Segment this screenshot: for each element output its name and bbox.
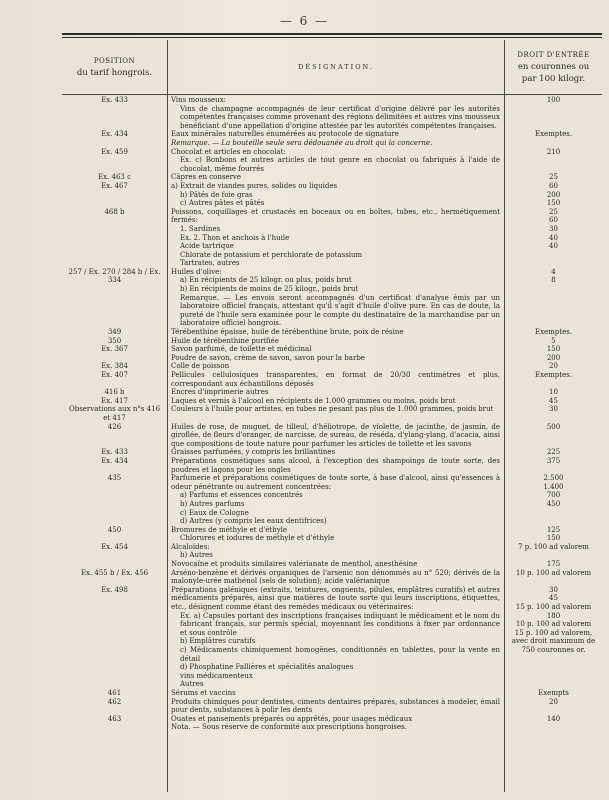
duty-value: 200 xyxy=(546,353,561,362)
designation-cell xyxy=(168,689,504,698)
duty-cell xyxy=(504,457,602,474)
designation-line: Térébenthine épaisse, huile de térébenthine brute, poix de résine xyxy=(171,328,404,337)
designation-cell xyxy=(168,586,504,689)
duty-cell xyxy=(504,182,602,208)
position-code: 468 b xyxy=(104,207,125,216)
position-cell xyxy=(62,457,168,474)
position-cell xyxy=(62,543,168,560)
position-code: 426 xyxy=(107,422,122,431)
designation-line: Ex. a) Capsules portant des inscriptions françaises indiquant le médicament et le nom du fabricant français, sur permis spécial, moyennant les conditions à fixer par ordonnance et sous contrôle xyxy=(180,611,500,637)
duty-value: 10 p. 100 ad valorem xyxy=(515,620,592,629)
designation-line: Pellicules cellulosiques transparentes, en format de 20/30 centimètres et plus, correspondant aux échantillons déposés xyxy=(171,371,500,388)
designation-line: b) Autres parfums xyxy=(180,499,245,508)
duty-value: Exempts xyxy=(538,688,569,697)
top-rule xyxy=(62,33,602,35)
position-code: 450 xyxy=(107,525,122,534)
position-cell xyxy=(62,423,168,449)
duty-value: 375 xyxy=(546,456,561,465)
position-cell xyxy=(62,182,168,208)
duty-value: 30 xyxy=(549,224,558,233)
designation-line: b) Emplâtres curatifs xyxy=(180,637,256,646)
duty-value: 180 xyxy=(546,611,561,620)
duty-value: 5 xyxy=(551,336,556,345)
position-code: 463 xyxy=(107,714,122,723)
duty-value: Exemptes. xyxy=(534,328,573,337)
position-code: Ex. 455 b / Ex. 456 xyxy=(80,568,149,577)
designation-cell xyxy=(168,337,504,346)
position-cell xyxy=(62,345,168,354)
duty-value: 140 xyxy=(546,714,561,723)
duty-cell xyxy=(504,148,602,174)
designation-cell xyxy=(168,423,504,449)
designation-line: d) Phosphatine Fallières et spécialités analogues xyxy=(180,663,354,672)
position-code: Ex. 434 xyxy=(101,456,128,465)
designation-line: Remarque. — La bouteille seule sera dédouanée au droit qui la concerne. xyxy=(171,138,433,147)
designation-line: Nota. — Sous réserve de conformité aux prescriptions hongroises. xyxy=(171,723,407,732)
duty-value: 175 xyxy=(546,560,561,569)
designation-line: Remarque. — Les envois seront accompagnés d'un certificat d'analyse émis par un laboratoire officiel français, attestant qu'il s'agit d'huile d'olive pure. En cas de doute, la pureté de l'huile sera examinée pour le compte du destinataire de la marchandise par un laboratoire officiel hongrois. xyxy=(180,293,500,328)
position-code: 350 xyxy=(107,336,122,345)
duty-cell xyxy=(504,354,602,363)
duty-value: 30 xyxy=(549,585,558,594)
duty-value: 200 xyxy=(546,190,561,199)
designation-line: c) Eaux de Cologne xyxy=(180,508,249,517)
designation-cell xyxy=(168,139,504,148)
position-cell xyxy=(62,148,168,174)
designation-line: Tartrates, autres xyxy=(180,259,240,268)
duty-value: 1.400 xyxy=(543,482,564,491)
duty-cell xyxy=(504,560,602,569)
duty-value: 15 p. 100 ad valorem xyxy=(515,603,592,612)
duty-value: Exemptes. xyxy=(534,130,573,139)
duty-cell xyxy=(504,173,602,182)
duty-value: 225 xyxy=(546,448,561,457)
duty-cell xyxy=(504,423,602,449)
designation-cell xyxy=(168,148,504,174)
position-code: Ex. 434 xyxy=(101,130,128,139)
designation-line: c) Médicaments chimiquement homogènes, conditionnés en tablettes, pour la vente en détail xyxy=(180,646,500,663)
position-cell xyxy=(62,715,168,724)
designation-line: 1. Sardines xyxy=(180,224,221,233)
designation-cell xyxy=(168,182,504,208)
designation-cell xyxy=(168,173,504,182)
duty-value: 40 xyxy=(549,242,558,251)
top-rule-thin xyxy=(62,37,602,38)
designation-line: Chlorures et iodures de méthyle et d'éthyle xyxy=(180,534,335,543)
duty-cell xyxy=(504,698,602,715)
position-code: Ex. 463 c xyxy=(97,173,131,182)
position-cell xyxy=(62,96,168,130)
position-code: 461 xyxy=(107,688,122,697)
duty-value: 500 xyxy=(546,422,561,431)
duty-cell xyxy=(504,362,602,371)
tariff-body xyxy=(62,96,602,732)
designation-line: Vins de champagne accompagnés de leur certificat d'origine délivré par les autorités compétentes françaises comme provenant des régions délimitées et autres vins mousseux bénéficiant d'une appellation d'origine attestée par les autorités compétentes françaises. xyxy=(180,104,501,130)
designation-cell xyxy=(168,328,504,337)
designation-line: Autres xyxy=(180,680,204,689)
duty-cell xyxy=(504,569,602,586)
duty-value: 2.500 xyxy=(543,474,564,483)
duty-cell xyxy=(504,268,602,328)
position-cell xyxy=(62,405,168,422)
designation-cell xyxy=(168,388,504,397)
duty-header-line3: par 100 kilogr. xyxy=(521,74,586,84)
position-cell xyxy=(62,130,168,139)
position-cell xyxy=(62,139,168,148)
designation-cell xyxy=(168,96,504,130)
duty-value: 45 xyxy=(549,396,558,405)
duty-header xyxy=(505,40,602,95)
designation-line: Préparations galéniques (extraits, teintures, onguents, pilules, emplâtres curatifs) et autres médicaments préparés, ainsi que matières de toute sorte qui leurs inscriptions, étiquettes, etc., désignent comme étant des remèdes médicaux ou vétérinaires: xyxy=(171,585,500,612)
position-cell xyxy=(62,526,168,543)
duty-value: Exemptes. xyxy=(534,371,573,379)
designation-line: b) Autres xyxy=(180,551,213,560)
designation-cell xyxy=(168,405,504,422)
duty-cell xyxy=(504,208,602,268)
position-cell xyxy=(62,560,168,569)
designation-line: Vins mousseux: xyxy=(171,96,226,104)
designation-line: Chlorate de potassium et perchlorate de potassium xyxy=(180,250,363,259)
designation-line: Chocolat et articles en chocolat: xyxy=(171,147,286,156)
designation-cell xyxy=(168,543,504,560)
designation-line: Ex. 2. Thon et anchois à l'huile xyxy=(180,233,290,242)
designation-line: Colle de poisson xyxy=(171,362,230,371)
designation-line: Eaux minérales naturelles énumérées au protocole de signature xyxy=(171,130,399,139)
designation-line: Couleurs à l'huile pour artistes, en tubes ne pesant pas plus de 1.000 grammes, poids brut xyxy=(171,405,494,414)
designation-line: Ex. c) Bonbons et autres articles de tout genre en chocolat ou fabriqués à l'aide de chocolat, même fourrés xyxy=(180,156,500,173)
duty-value: 8 xyxy=(551,276,556,285)
designation-line: Graisses parfumées, y compris les brillantines xyxy=(171,448,336,457)
duty-value: 100 xyxy=(546,96,561,104)
duty-value: 150 xyxy=(546,534,561,543)
position-header-line1: POSITION xyxy=(93,57,136,65)
position-code: Ex. 433 xyxy=(101,96,128,104)
duty-cell xyxy=(504,715,602,724)
duty-value: 45 xyxy=(549,594,558,603)
duty-cell xyxy=(504,689,602,698)
duty-value: 30 xyxy=(549,405,558,414)
position-code: Ex. 433 xyxy=(101,448,128,457)
designation-cell xyxy=(168,130,504,139)
position-code: Ex. 407 xyxy=(101,371,128,379)
designation-line: Huile de térébenthine purifiée xyxy=(171,336,279,345)
designation-cell xyxy=(168,698,504,715)
duty-value: 15 p. 100 ad valorem, avec droit maximum de 750 couronnes or. xyxy=(511,628,596,654)
designation-line: Arséno-benzène et dérivés organiques de l'arsenic non dénommés au n° 520; dérivés de la malonyle-urée mathénol (sels de solution); acide valérianique xyxy=(171,568,500,586)
designation-line: Huiles d'olive: xyxy=(171,267,222,276)
position-code: 349 xyxy=(107,328,122,337)
position-cell xyxy=(62,268,168,328)
position-cell xyxy=(62,448,168,457)
designation-line: b) En récipients de moins de 25 kilogr., poids brut xyxy=(180,285,359,294)
position-cell xyxy=(62,689,168,698)
designation-line: Ouates et pansements préparés ou apprêtés, pour usages médicaux xyxy=(171,714,413,723)
duty-cell xyxy=(504,526,602,543)
designation-cell xyxy=(168,723,504,732)
duty-header-line1: DROIT D'ENTRÉE xyxy=(517,51,590,59)
duty-cell xyxy=(504,397,602,406)
duty-cell xyxy=(504,723,602,732)
duty-cell xyxy=(504,337,602,346)
position-cell xyxy=(62,328,168,337)
position-code: 257 / Ex. 270 / 284 b / Ex. 334 xyxy=(68,267,161,285)
designation-cell xyxy=(168,715,504,724)
position-cell xyxy=(62,371,168,388)
position-header xyxy=(62,40,167,95)
designation-line: Câpres en conserve xyxy=(171,173,242,182)
designation-line: c) Autres pâtes et pâtés xyxy=(180,199,265,208)
designation-cell xyxy=(168,474,504,526)
duty-value: 20 xyxy=(549,697,558,706)
duty-cell xyxy=(504,474,602,526)
duty-value: 60 xyxy=(549,181,558,190)
designation-line: vins médicamenteux xyxy=(180,671,253,680)
designation-line: Préparations cosmétiques sans alcool, à l'exception des shampoings de toute sorte, des poudres et lagons pour les ongles xyxy=(171,456,500,474)
designation-cell xyxy=(168,526,504,543)
duty-cell xyxy=(504,130,602,139)
duty-value: 10 p. 100 ad valorem xyxy=(515,568,592,577)
position-code: Ex. 367 xyxy=(101,345,128,354)
designation-cell xyxy=(168,345,504,354)
position-code: 462 xyxy=(107,697,122,706)
designation-line: b) Pâtés de foie gras xyxy=(180,190,253,199)
duty-value: 10 xyxy=(549,388,558,397)
duty-value: 150 xyxy=(546,345,561,354)
designation-line: a) En récipients de 25 kilogr. ou plus, poids brut xyxy=(180,276,352,285)
duty-cell xyxy=(504,328,602,337)
designation-cell xyxy=(168,448,504,457)
position-code: 416 b xyxy=(104,388,125,397)
duty-cell xyxy=(504,448,602,457)
designation-line: Produits chimiques pour dentistes, ciments dentaires préparés, substances à modeler, émail pour dents, substances à polir les dents xyxy=(171,697,500,715)
designation-line: Poissons, coquillages et crustacés en boceaux ou en boîtes, tubes, etc., hermétiquement fermés: xyxy=(171,207,500,225)
designation-line: Poudre de savon, crème de savon, savon pour la barbe xyxy=(171,353,365,362)
designation-line: Laques et vernis à l'alcool en récipients de 1.000 grammes ou moins, poids brut xyxy=(171,396,456,405)
position-cell xyxy=(62,586,168,689)
duty-value: 25 xyxy=(549,173,558,182)
designation-cell xyxy=(168,354,504,363)
designation-header xyxy=(168,40,504,95)
duty-cell xyxy=(504,586,602,689)
designation-line: Savon parfumé, de toilette et médicinal xyxy=(171,345,312,354)
designation-cell xyxy=(168,371,504,388)
designation-cell xyxy=(168,362,504,371)
designation-header-label: DÉSIGNATION. xyxy=(298,63,374,71)
position-cell xyxy=(62,362,168,371)
duty-value: 450 xyxy=(546,499,561,508)
duty-value: 60 xyxy=(549,216,558,225)
duty-value: 20 xyxy=(549,362,558,371)
designation-line: Parfumerie et préparations cosmétiques de toute sorte, à base d'alcool, ainsi qu'essences à odeur pénétrante ou autrement concentrées: xyxy=(171,474,500,491)
designation-cell xyxy=(168,208,504,268)
duty-cell xyxy=(504,371,602,388)
designation-line: Sérums et vaccins xyxy=(171,688,236,697)
position-code: Ex. 417 xyxy=(101,396,128,405)
position-code: Ex. 498 xyxy=(101,585,128,594)
position-cell xyxy=(62,173,168,182)
designation-line: d) Autres (y compris les eaux dentifrices) xyxy=(180,517,327,526)
position-code: Ex. 459 xyxy=(101,147,128,156)
designation-line: Novocaïne et produits similaires valérianate de menthol, anesthésine xyxy=(171,560,418,569)
duty-value: 25 xyxy=(549,207,558,216)
position-cell xyxy=(62,569,168,586)
duty-cell xyxy=(504,345,602,354)
position-code: 435 xyxy=(107,474,122,483)
position-code: Ex. 454 xyxy=(101,542,128,551)
designation-line: Acide tartrique xyxy=(180,242,234,251)
position-cell xyxy=(62,337,168,346)
duty-value: 7 p. 100 ad valorem xyxy=(518,542,589,551)
duty-cell xyxy=(504,405,602,422)
position-cell xyxy=(62,208,168,268)
designation-line: a) Extrait de viandes pures, solides ou liquides xyxy=(171,181,338,190)
position-cell xyxy=(62,397,168,406)
duty-cell xyxy=(504,139,602,148)
duty-value: 125 xyxy=(546,525,561,534)
duty-value: 700 xyxy=(546,491,561,500)
position-cell xyxy=(62,698,168,715)
designation-cell xyxy=(168,569,504,586)
position-cell xyxy=(62,354,168,363)
position-cell xyxy=(62,723,168,732)
page-number: — 6 — xyxy=(279,14,330,28)
position-code: Observations aux n°s 416 et 417 xyxy=(68,405,161,422)
designation-cell xyxy=(168,560,504,569)
designation-line: Encres d'imprimerie autres xyxy=(171,388,269,397)
duty-cell xyxy=(504,96,602,130)
designation-line: a) Parfums et essences concentrés xyxy=(180,491,303,500)
position-code: Ex. 467 xyxy=(101,181,128,190)
designation-line: Alcaloïdes: xyxy=(171,542,210,551)
duty-value: 40 xyxy=(549,233,558,242)
position-code: Ex. 384 xyxy=(101,362,128,371)
duty-value: 150 xyxy=(546,199,561,208)
designation-cell xyxy=(168,268,504,328)
duty-header-line2: en couronnes ou xyxy=(517,62,590,72)
designation-line: Huiles de rose, de muguet, de tilleul, d'héliotrope, de violette, de jacinthe, de jasmin, de giroflée, de fleurs d'oranger, de narcisse, de sureau, de réséda, d'ylang-ylang, d'acacia, ainsi que compositions de toute nature pour parfumer les articles de toilette et les savons xyxy=(171,422,501,448)
duty-cell xyxy=(504,388,602,397)
position-header-line2: du tarif hongrois. xyxy=(76,68,153,78)
position-cell xyxy=(62,388,168,397)
duty-cell xyxy=(504,543,602,560)
duty-value: 4 xyxy=(551,267,556,276)
position-cell xyxy=(62,474,168,526)
duty-value: 210 xyxy=(546,147,561,156)
designation-cell xyxy=(168,457,504,474)
designation-line: Bromures de méthyle et d'éthyle xyxy=(171,525,288,534)
